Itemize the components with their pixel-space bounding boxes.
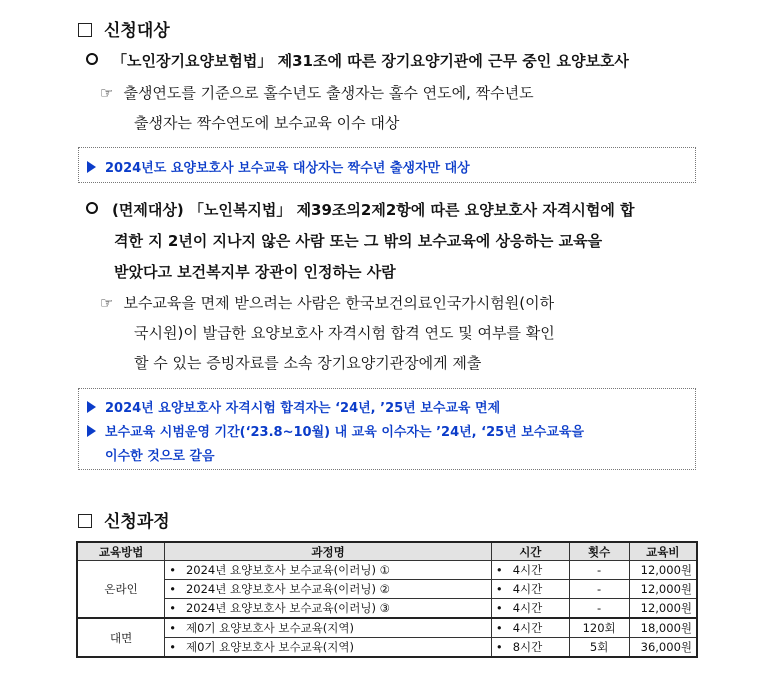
hollow-circle-icon [86, 202, 98, 214]
section-title-apply-course [78, 507, 170, 532]
blue-triangle-icon [87, 425, 96, 437]
blue-triangle-icon [87, 161, 96, 173]
target-item-1 [86, 50, 629, 71]
target-item-2-cont1: 격한 지 2년이 지나지 않은 사람 또는 그 밖의 보수교육에 상응하는 교육을 [114, 232, 603, 250]
empty-square-icon [78, 514, 92, 528]
target-item-1-note [100, 82, 534, 103]
target-item-1-note-cont: 출생자는 짝수연도에 보수교육 이수 대상 [134, 114, 400, 132]
empty-square-icon [78, 23, 92, 37]
hours-cell: • 4시간 [491, 599, 569, 619]
course-cell: • 2024년 요양보호사 보수교육(이러닝) ② [165, 580, 492, 599]
blue-triangle-icon [87, 401, 96, 413]
table-row [77, 618, 697, 638]
section-title-text: 신청과정 [104, 512, 170, 532]
target-item-2-note [100, 292, 554, 313]
note-line: 출생연도를 기준으로 홀수년도 출생자는 홀수 연도에, 짝수년도 [123, 84, 534, 102]
section-title-apply-target [78, 16, 170, 41]
notice-line [87, 157, 470, 176]
hours-cell: • 4시간 [491, 580, 569, 599]
count-cell: - [569, 580, 629, 599]
target-item-2-note-cont1: 국시원)이 발급한 요양보호사 자격시험 합격 연도 및 여부를 확인 [134, 324, 555, 342]
target-item-2-note-cont2: 할 수 있는 증빙자료를 소속 장기요양기관장에게 제출 [134, 354, 482, 372]
hours-cell: • 4시간 [491, 618, 569, 638]
notice-line [87, 397, 500, 416]
method-cell: 온라인 [77, 561, 165, 619]
count-cell: 120회 [569, 618, 629, 638]
course-cell: • 2024년 요양보호사 보수교육(이러닝) ③ [165, 599, 492, 619]
notice-line-cont: 이수한 것으로 갈음 [105, 449, 215, 464]
course-cell: • 2024년 요양보호사 보수교육(이러닝) ① [165, 561, 492, 580]
table-row [77, 638, 697, 658]
header-hours: 시간 [491, 542, 569, 561]
table-row [77, 580, 697, 599]
course-cell: • 제0기 요양보호사 보수교육(지역) [165, 638, 492, 658]
table-row [77, 599, 697, 619]
pointing-hand-icon: ☞ [100, 294, 114, 312]
count-cell: - [569, 561, 629, 580]
target-item-2-cont2: 받았다고 보건복지부 장관이 인정하는 사람 [114, 263, 396, 281]
header-fee: 교육비 [629, 542, 697, 561]
fee-cell: 12,000원 [629, 580, 697, 599]
note-line: 보수교육을 면제 받으려는 사람은 한국보건의료인국가시험원(이하 [123, 294, 555, 312]
pointing-hand-icon: ☞ [100, 84, 114, 102]
table-header-row [77, 542, 697, 561]
notice-text: 보수교육 시범운영 기간(‘23.8~10월) 내 교육 이수자는 ’24년, ‘25년 보수교육을 [105, 425, 585, 440]
notice-text: 2024년도 요양보호사 보수교육 대상자는 짝수년 출생자만 대상 [105, 161, 470, 176]
hollow-circle-icon [86, 53, 98, 65]
count-cell: 5회 [569, 638, 629, 658]
section-title-text: 신청대상 [104, 21, 170, 41]
notice-text: 2024년 요양보호사 자격시험 합격자는 ‘24년, ’25년 보수교육 면제 [105, 401, 501, 416]
target-item-1-text: 「노인장기요양보험법」 제31조에 따른 장기요양기관에 근무 중인 요양보호사 [112, 52, 629, 70]
fee-cell: 12,000원 [629, 599, 697, 619]
notice-box-1 [78, 147, 696, 183]
fee-cell: 18,000원 [629, 618, 697, 638]
target-item-2 [86, 199, 635, 220]
header-count: 횟수 [569, 542, 629, 561]
course-table [76, 541, 698, 658]
course-cell: • 제0기 요양보호사 보수교육(지역) [165, 618, 492, 638]
notice-box-2 [78, 388, 696, 470]
fee-cell: 36,000원 [629, 638, 697, 658]
fee-cell: 12,000원 [629, 561, 697, 580]
table-row [77, 561, 697, 580]
count-cell: - [569, 599, 629, 619]
method-cell: 대면 [77, 618, 165, 657]
hours-cell: • 4시간 [491, 561, 569, 580]
header-method: 교육방법 [77, 542, 165, 561]
hours-cell: • 8시간 [491, 638, 569, 658]
header-course: 과정명 [165, 542, 492, 561]
target-item-2-text: (면제대상) 「노인복지법」 제39조의2제2항에 따른 요양보호사 자격시험에 합 [112, 201, 635, 219]
notice-line [87, 421, 584, 440]
